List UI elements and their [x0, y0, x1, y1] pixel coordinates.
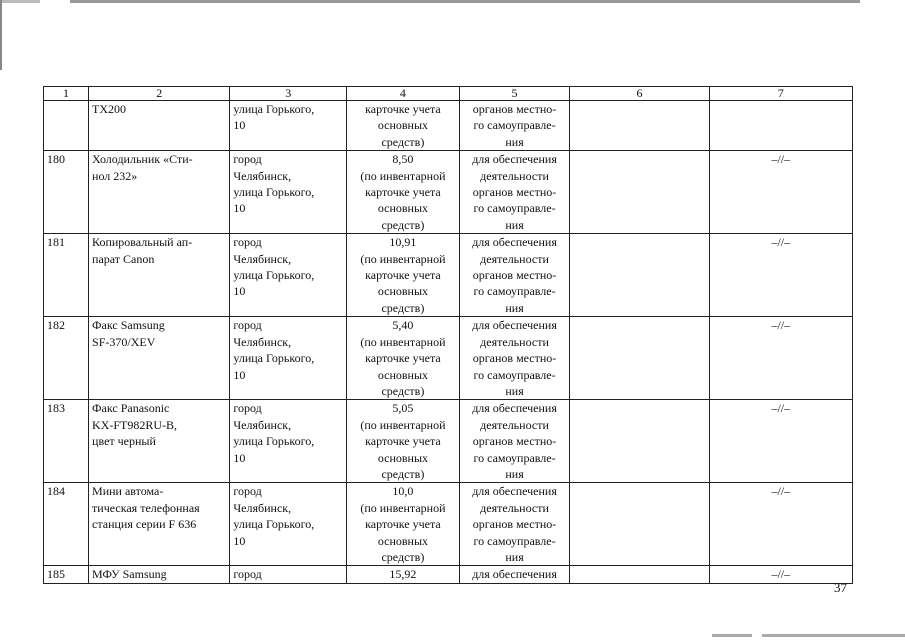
cell-purpose-line: го самоуправле-: [473, 450, 556, 465]
table-body: [44, 101, 853, 584]
cell-purpose: [459, 566, 570, 583]
cell-purpose-line: ния: [505, 466, 524, 481]
cell-location: [230, 400, 347, 483]
cell-value-line: карточке учета: [365, 351, 441, 366]
cell-location-line: Челябинск,: [233, 251, 292, 266]
cell-location-line: улица Горького,: [233, 102, 315, 116]
cell-col7: –//–: [709, 566, 852, 583]
cell-purpose-line: для обеспечения: [472, 484, 557, 499]
cell-col7: –//–: [709, 400, 852, 483]
cell-name: [89, 566, 230, 583]
cell-number: 184: [44, 483, 89, 566]
cell-value: [347, 400, 460, 483]
table-header-row: [44, 87, 853, 101]
cell-value: [347, 151, 460, 234]
cell-col6: [570, 101, 709, 151]
cell-location-line: улица Горького,: [233, 351, 315, 366]
cell-col7: –//–: [709, 234, 852, 317]
cell-location: [230, 151, 347, 234]
table-row: [44, 566, 853, 583]
cell-purpose-line: ния: [505, 217, 524, 232]
table-row: [44, 234, 853, 317]
cell-name-line: станция серии F 636: [92, 517, 197, 532]
cell-value: [347, 101, 460, 151]
cell-purpose-line: го самоуправле-: [473, 118, 556, 133]
cell-location-line: улица Горького,: [233, 434, 315, 449]
cell-name-line: цвет черный: [92, 434, 156, 449]
cell-value-line: основных: [377, 118, 429, 133]
cell-location-line: город: [233, 401, 262, 416]
cell-col6: [570, 566, 709, 583]
cell-col7: –//–: [709, 317, 852, 400]
cell-location-line: город: [233, 567, 262, 582]
cell-location-line: город: [233, 318, 262, 333]
cell-name-line: SF-370/XEV: [92, 334, 156, 349]
cell-value-line: средств): [381, 134, 425, 149]
cell-value-line: основных: [377, 201, 429, 216]
cell-location-line: Челябинск,: [233, 417, 292, 432]
cell-value-line: средств): [381, 383, 425, 398]
cell-value-line: средств): [381, 300, 425, 315]
cell-purpose-line: органов местно-: [472, 434, 557, 449]
cell-name-line: Холодильник «Сти-: [92, 152, 193, 167]
cell-location-line: 10: [233, 367, 246, 382]
cell-purpose-line: ния: [505, 383, 524, 398]
cell-purpose-line: го самоуправле-: [473, 533, 556, 548]
cell-purpose: [459, 101, 570, 151]
table-row: [44, 483, 853, 566]
header-col-4: 4: [347, 87, 460, 101]
cell-location-line: 10: [233, 533, 246, 548]
cell-location: [230, 483, 347, 566]
scan-left-edge: [0, 0, 2, 640]
cell-purpose-line: ния: [505, 134, 524, 149]
cell-purpose-line: деятельности: [480, 334, 549, 349]
cell-value-line: (по инвентарной: [360, 251, 446, 266]
cell-value: [347, 234, 460, 317]
cell-name: [89, 400, 230, 483]
cell-col6: [570, 400, 709, 483]
cell-name: [89, 317, 230, 400]
cell-col6: [570, 483, 709, 566]
cell-col7: [709, 101, 852, 151]
cell-name-line: тическая телефонная: [92, 500, 200, 515]
cell-value-line: 15,92: [389, 567, 417, 582]
cell-purpose-line: ния: [505, 300, 524, 315]
cell-purpose-line: ния: [505, 549, 524, 564]
cell-location: [230, 566, 347, 583]
cell-value-line: 8,50: [392, 152, 414, 167]
cell-value-line: карточке учета: [365, 517, 441, 532]
cell-number: 182: [44, 317, 89, 400]
cell-location-line: 10: [233, 450, 246, 465]
cell-purpose-line: органов местно-: [472, 185, 557, 200]
cell-location-line: город: [233, 484, 262, 499]
cell-location-line: 10: [233, 201, 246, 216]
cell-name: [89, 151, 230, 234]
cell-name-line: Мини автома-: [92, 484, 164, 499]
cell-purpose-line: деятельности: [480, 500, 549, 515]
property-table: [43, 86, 853, 584]
cell-location-line: улица Горького,: [233, 185, 315, 200]
cell-value-line: 10,91: [389, 235, 417, 250]
cell-purpose-line: органов местно-: [472, 351, 557, 366]
cell-col7: –//–: [709, 483, 852, 566]
cell-location-line: 10: [233, 284, 246, 299]
cell-purpose-line: для обеспечения: [472, 152, 557, 167]
cell-name-line: нол 232»: [92, 168, 138, 183]
cell-location-line: город: [233, 235, 262, 250]
cell-value: [347, 566, 460, 583]
cell-col6: [570, 151, 709, 234]
header-col-5: 5: [459, 87, 570, 101]
cell-name-line: МФУ Samsung: [92, 567, 167, 582]
cell-value-line: 10,0: [392, 484, 414, 499]
header-col-1: 1: [44, 87, 89, 101]
cell-value-line: основных: [377, 284, 429, 299]
cell-purpose-line: органов местно-: [472, 517, 557, 532]
cell-purpose: [459, 234, 570, 317]
cell-location: [230, 317, 347, 400]
cell-purpose-line: го самоуправле-: [473, 201, 556, 216]
cell-value-line: 5,05: [392, 401, 414, 416]
cell-value-line: средств): [381, 549, 425, 564]
cell-value-line: карточке учета: [365, 185, 441, 200]
header-col-7: 7: [709, 87, 852, 101]
cell-value-line: (по инвентарной: [360, 334, 446, 349]
cell-name: [89, 483, 230, 566]
cell-location-line: 10: [233, 118, 246, 133]
cell-purpose: [459, 151, 570, 234]
cell-purpose-line: органов местно-: [472, 102, 557, 116]
cell-value-line: карточке учета: [365, 268, 441, 283]
cell-value-line: (по инвентарной: [360, 168, 446, 183]
scan-bottom-edge: [712, 634, 905, 637]
cell-value: [347, 483, 460, 566]
cell-purpose-line: деятельности: [480, 168, 549, 183]
table-row: [44, 151, 853, 234]
cell-purpose-line: го самоуправле-: [473, 367, 556, 382]
cell-value-line: (по инвентарной: [360, 417, 446, 432]
cell-name-line: парат Canon: [92, 251, 155, 266]
cell-value-line: карточке учета: [365, 102, 441, 116]
cell-col6: [570, 234, 709, 317]
table-row: [44, 101, 853, 151]
cell-value-line: основных: [377, 450, 429, 465]
cell-name-line: TX200: [92, 102, 127, 116]
cell-name-line: Факс Panasonic: [92, 401, 170, 416]
cell-purpose: [459, 400, 570, 483]
cell-col7: –//–: [709, 151, 852, 234]
header-col-6: 6: [570, 87, 709, 101]
header-col-2: 2: [89, 87, 230, 101]
cell-location-line: улица Горького,: [233, 517, 315, 532]
cell-value: [347, 317, 460, 400]
cell-purpose: [459, 317, 570, 400]
page-number: 37: [834, 580, 847, 595]
cell-number: 183: [44, 400, 89, 483]
cell-location-line: Челябинск,: [233, 168, 292, 183]
cell-value-line: средств): [381, 217, 425, 232]
cell-number: 181: [44, 234, 89, 317]
cell-purpose-line: деятельности: [480, 251, 549, 266]
scan-top-edge: [0, 0, 905, 3]
cell-location-line: Челябинск,: [233, 334, 292, 349]
cell-col6: [570, 317, 709, 400]
cell-location-line: город: [233, 152, 262, 167]
cell-location-line: Челябинск,: [233, 500, 292, 515]
cell-value-line: основных: [377, 533, 429, 548]
cell-purpose-line: для обеспечения: [472, 318, 557, 333]
cell-number: 180: [44, 151, 89, 234]
cell-value-line: (по инвентарной: [360, 500, 446, 515]
cell-location: [230, 101, 347, 151]
cell-value-line: основных: [377, 367, 429, 382]
cell-location-line: улица Горького,: [233, 268, 315, 283]
table-row: [44, 317, 853, 400]
cell-value-line: карточке учета: [365, 434, 441, 449]
cell-location: [230, 234, 347, 317]
cell-name-line: Факс Samsung: [92, 318, 165, 333]
cell-purpose-line: органов местно-: [472, 268, 557, 283]
cell-purpose: [459, 483, 570, 566]
cell-purpose-line: для обеспечения: [472, 235, 557, 250]
cell-number: 185: [44, 566, 89, 583]
cell-purpose-line: для обеспечения: [472, 401, 557, 416]
table-row: [44, 400, 853, 483]
cell-purpose-line: го самоуправле-: [473, 284, 556, 299]
cell-purpose-line: для обеспечения: [472, 567, 557, 582]
cell-value-line: 5,40: [392, 318, 414, 333]
cell-name: [89, 234, 230, 317]
cell-name: [89, 101, 230, 151]
cell-value-line: средств): [381, 466, 425, 481]
cell-name-line: Копировальный ап-: [92, 235, 193, 250]
cell-number: [44, 101, 89, 151]
cell-purpose-line: деятельности: [480, 417, 549, 432]
cell-name-line: KX-FT982RU-B,: [92, 417, 178, 432]
header-col-3: 3: [230, 87, 347, 101]
